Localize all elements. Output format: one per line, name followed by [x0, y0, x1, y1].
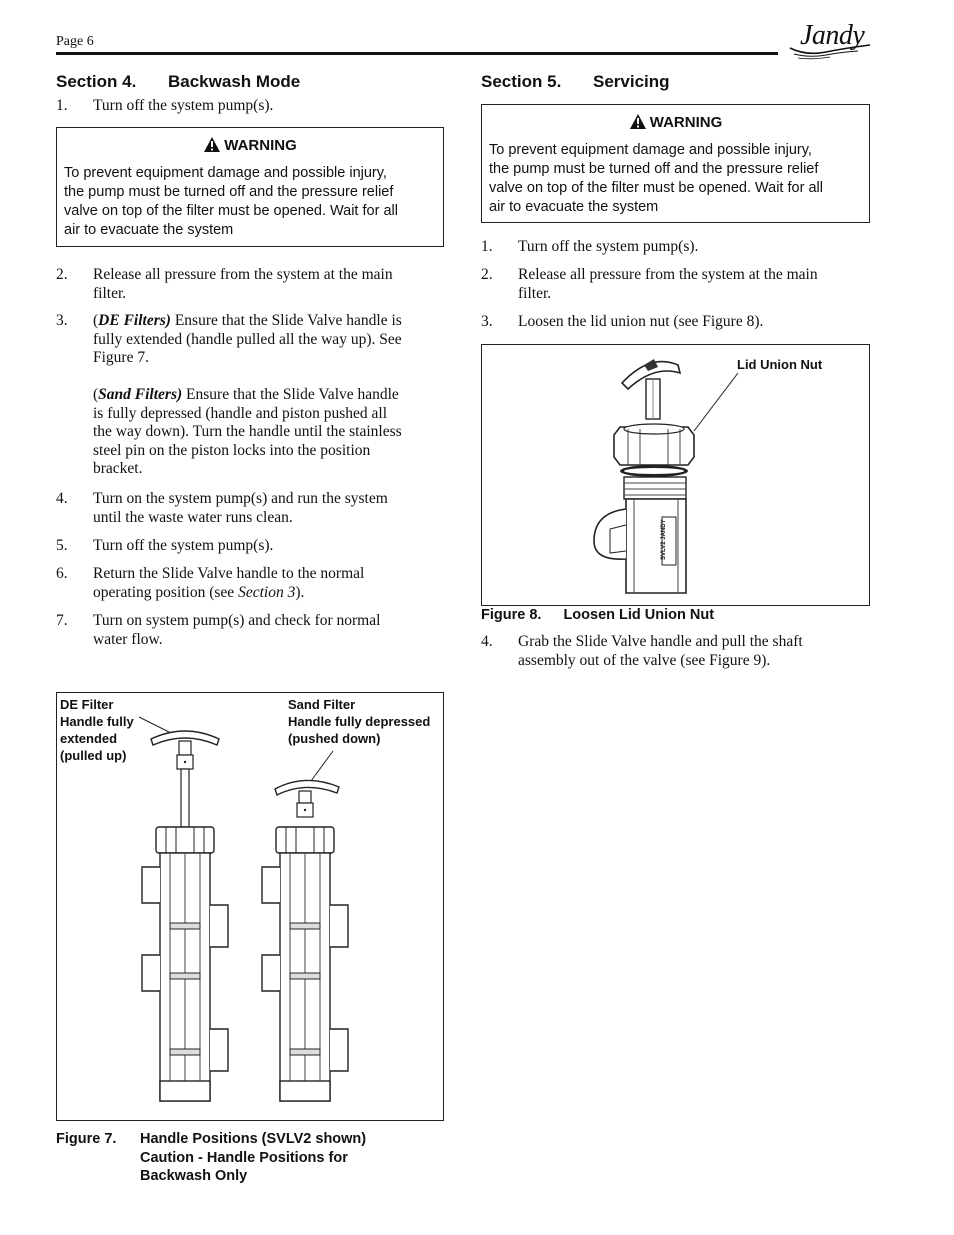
figure7-caption [56, 1130, 366, 1186]
s5-step3 [481, 313, 871, 333]
warning-title [482, 113, 869, 131]
callout-line: extended [60, 731, 118, 746]
s5-step2 [481, 266, 871, 304]
logo-wordmark: Jandy [800, 20, 865, 51]
callout-line: Handle fully [60, 714, 134, 729]
warning-title [57, 136, 443, 154]
warning-label: WARNING [649, 114, 723, 131]
line: assembly out of the valve (see Figure 9). [518, 651, 771, 669]
caption-line: Caution - Handle Positions for [140, 1149, 348, 1166]
sand-leader-line [311, 751, 333, 781]
step-text [518, 633, 803, 670]
step-number: 4. [56, 490, 68, 507]
lid-union-nut-callout: Lid Union Nut [737, 357, 823, 372]
section5-number: Section 5. [481, 72, 562, 91]
line: filter. [93, 284, 127, 302]
s5-warning-box [481, 104, 870, 223]
figure8-caption [481, 606, 714, 625]
line: the way down). Turn the handle until the stainless [93, 423, 402, 440]
warning-line: valve on top of the filter must be opened. Wait for all [64, 203, 398, 219]
figure8-box [481, 344, 870, 606]
caption-number: Figure 7. [56, 1131, 117, 1147]
warning-line: the pump must be turned off and the pressure relief [489, 161, 819, 177]
caption-number: Figure 8. [481, 607, 542, 623]
caption-text: Loosen Lid Union Nut [563, 607, 715, 623]
sand-valve-drawing [262, 751, 348, 1101]
warning-body [64, 164, 436, 240]
step-text [93, 612, 380, 649]
caption-line: Backwash Only [140, 1168, 248, 1184]
line: Figure 7. [93, 349, 149, 366]
lid-union-nut-illustration [482, 345, 869, 605]
warning-label: WARNING [224, 137, 297, 154]
de-filters-label: DE Filters) [98, 312, 171, 329]
jandy-logo [786, 20, 876, 60]
step-number: 7. [56, 612, 68, 629]
step-text: Turn off the system pump(s). [518, 238, 699, 255]
warning-line: air to evacuate the system [64, 222, 234, 238]
step-number: 2. [56, 266, 68, 283]
step-text [93, 490, 388, 527]
s5-step4 [481, 633, 871, 671]
warning-triangle-icon [629, 113, 647, 130]
warning-line: valve on top of the filter must be opened. Wait for all [489, 180, 823, 196]
step-text [93, 266, 393, 303]
caption-line: Handle Positions (SVLV2 shown) [140, 1131, 367, 1147]
s5-step1 [481, 238, 871, 258]
line: Return the Slide Valve handle to the normal [93, 565, 365, 582]
warning-line: To prevent equipment damage and possible injury, [489, 142, 812, 158]
line: filter. [518, 284, 552, 302]
step-number: 4. [481, 633, 493, 650]
s4-warning-box [56, 127, 444, 247]
line: Release all pressure from the system at the main [93, 266, 393, 283]
line: is fully depressed (handle and piston pushed all [93, 404, 388, 422]
step-text: Loosen the lid union nut (see Figure 8). [518, 313, 764, 330]
line: steel pin on the piston locks into the position [93, 441, 371, 459]
step-number: 1. [56, 97, 68, 114]
logo-swoosh-icon [786, 42, 876, 60]
line: operating position (see [93, 583, 239, 601]
callout-line: Sand Filter [288, 697, 356, 712]
step-number: 5. [56, 537, 68, 554]
line: Release all pressure from the system at the main [518, 266, 818, 283]
section5-title: Servicing [593, 72, 670, 91]
valve-marking: SVLV2 JANDY [661, 519, 667, 560]
s4-step6 [56, 565, 446, 603]
section4-number: Section 4. [56, 72, 137, 91]
line: Turn on the system pump(s) and run the system [93, 490, 388, 507]
line: Ensure that the Slide Valve handle is [174, 312, 402, 329]
line: bracket. [93, 460, 143, 477]
section-reference: Section 3 [238, 583, 296, 601]
callout-line: (pushed down) [288, 731, 381, 746]
line: ). [295, 583, 305, 601]
de-valve-drawing [139, 717, 228, 1101]
line: water flow. [93, 630, 163, 648]
s4-step2 [56, 266, 446, 304]
line: until the waste water runs clean. [93, 508, 293, 526]
section4-heading [56, 72, 300, 92]
page-number: Page 6 [56, 34, 94, 49]
warning-line: the pump must be turned off and the pressure relief [64, 184, 394, 200]
step-number: 3. [481, 313, 493, 330]
callout-line: Handle fully depressed [288, 714, 431, 729]
callout-line: DE Filter [60, 697, 114, 712]
warning-line: air to evacuate the system [489, 199, 659, 215]
section4-title: Backwash Mode [168, 72, 301, 91]
figure7-box [56, 692, 444, 1121]
step-number: 2. [481, 266, 493, 283]
s4-step7 [56, 612, 446, 650]
line: Ensure that the Slide Valve handle [186, 386, 399, 403]
step-text [93, 565, 443, 602]
step-number: 3. [56, 312, 68, 329]
step-text: Turn off the system pump(s). [93, 537, 274, 554]
step-text [518, 266, 818, 303]
section5-heading [481, 72, 670, 92]
warning-body [489, 141, 862, 217]
warning-line: To prevent equipment damage and possible injury, [64, 165, 387, 181]
step-number: 6. [56, 565, 68, 582]
header-rule [56, 52, 778, 55]
line: fully extended (handle pulled all the way up). See [93, 330, 402, 348]
line: Turn on system pump(s) and check for normal [93, 612, 381, 629]
s4-step4 [56, 490, 446, 528]
step-text: (DE Filters) Ensure that the Slide Valve handle is fully extended (handle pulled all the way up). See Figure 7. (Sand Filters) Ensure that the Slide Valve handle is fully depressed (handle and piston pushed all the way down). Turn the handle until the stainless steel pin on the piston locks into the position bracket. [93, 312, 402, 477]
warning-triangle-icon [203, 136, 221, 153]
step-text: Turn off the system pump(s). [93, 97, 274, 114]
step-number: 1. [481, 238, 493, 255]
callout-line: (pulled up) [60, 748, 127, 763]
s4-step3 [56, 312, 446, 482]
sand-filters-label: Sand Filters) [98, 386, 183, 403]
line: Grab the Slide Valve handle and pull the shaft [518, 633, 803, 650]
slide-valve-handle-positions-illustration [57, 693, 443, 1120]
s4-step5 [56, 537, 446, 557]
